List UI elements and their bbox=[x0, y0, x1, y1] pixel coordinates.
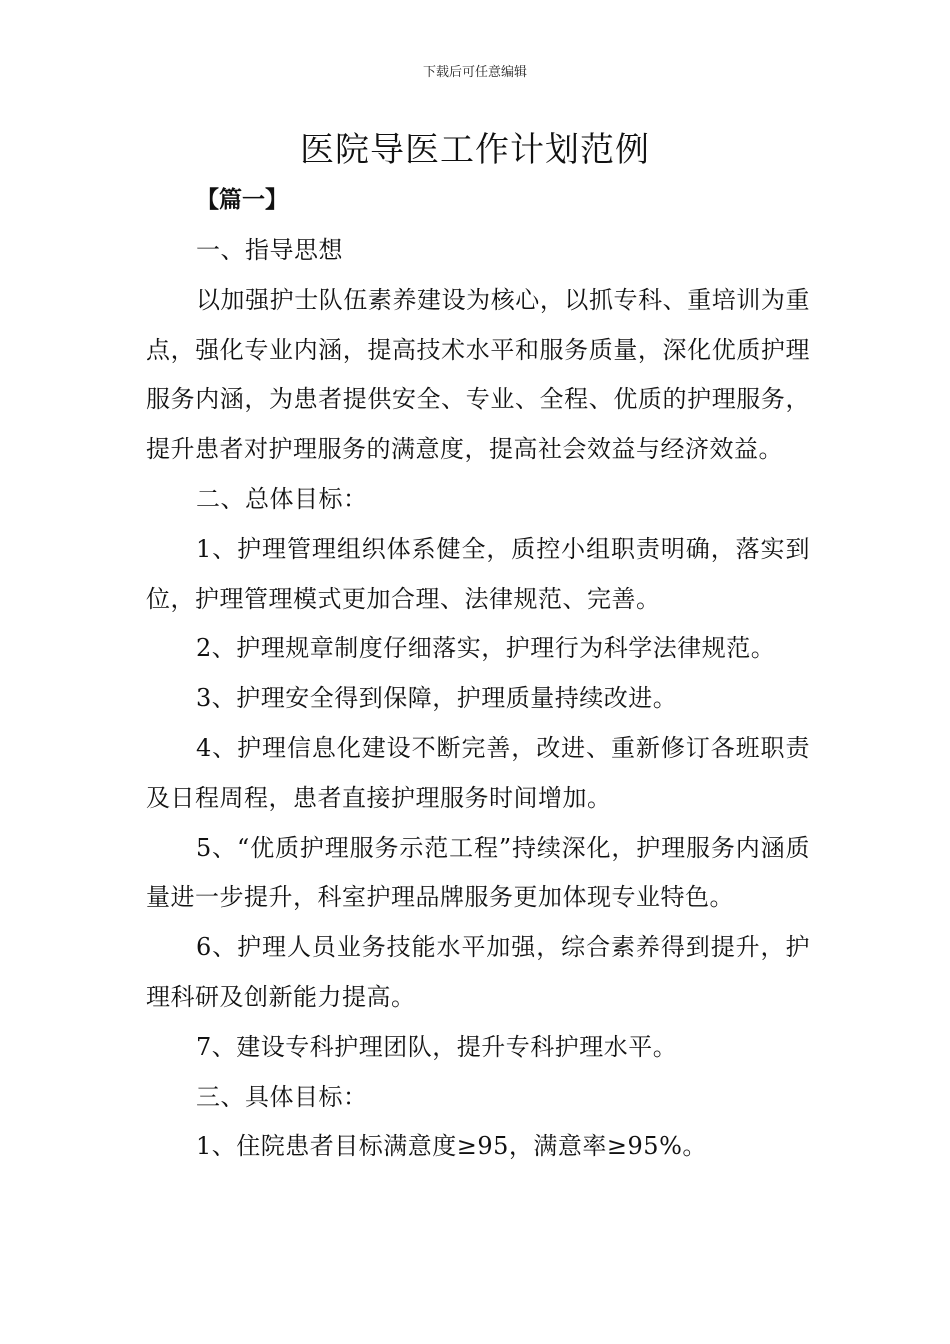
heading-overall-goals: 二、总体目标： bbox=[196, 484, 368, 513]
document-body bbox=[146, 226, 810, 1172]
paragraph-guiding-ideology: 以加强护士队伍素养建设为核心，以抓专科、重培训为重点，强化专业内涵，提高技术水平和服务质量，深化优质护理服务内涵，为患者提供安全、专业、全程、优质的护理服务，提升患者对护理服务的满意度，提高社会效益与经济效益。 bbox=[146, 285, 810, 464]
section-label: 【篇一】 bbox=[196, 186, 288, 213]
page-header-note: 下载后可任意编辑 bbox=[422, 65, 527, 80]
heading-specific-goals: 三、具体目标： bbox=[196, 1082, 368, 1111]
list-item-goal-3: 3、护理安全得到保障，护理质量持续改进。 bbox=[196, 684, 678, 713]
document-title: 医院导医工作计划范例 bbox=[300, 130, 650, 170]
list-item-goal-4: 4、护理信息化建设不断完善，改进、重新修订各班职责及日程周程，患者直接护理服务时间增加。 bbox=[146, 733, 810, 812]
list-item-goal-7: 7、建设专科护理团队，提升专科护理水平。 bbox=[196, 1032, 678, 1061]
list-item-goal-5: 5、“优质护理服务示范工程”持续深化，护理服务内涵质量进一步提升，科室护理品牌服务更加体现专业特色。 bbox=[146, 833, 810, 912]
list-item-goal-1: 1、护理管理组织体系健全，质控小组职责明确，落实到位，护理管理模式更加合理、法律规范、完善。 bbox=[146, 534, 810, 613]
list-item-goal-2: 2、护理规章制度仔细落实，护理行为科学法律规范。 bbox=[196, 634, 776, 663]
list-item-specific-goal-1: 1、住院患者目标满意度≥95，满意率≥95%。 bbox=[196, 1132, 707, 1161]
list-item-goal-6: 6、护理人员业务技能水平加强，综合素养得到提升，护理科研及创新能力提高。 bbox=[146, 933, 810, 1011]
heading-guiding-ideology: 一、指导思想 bbox=[196, 236, 343, 264]
